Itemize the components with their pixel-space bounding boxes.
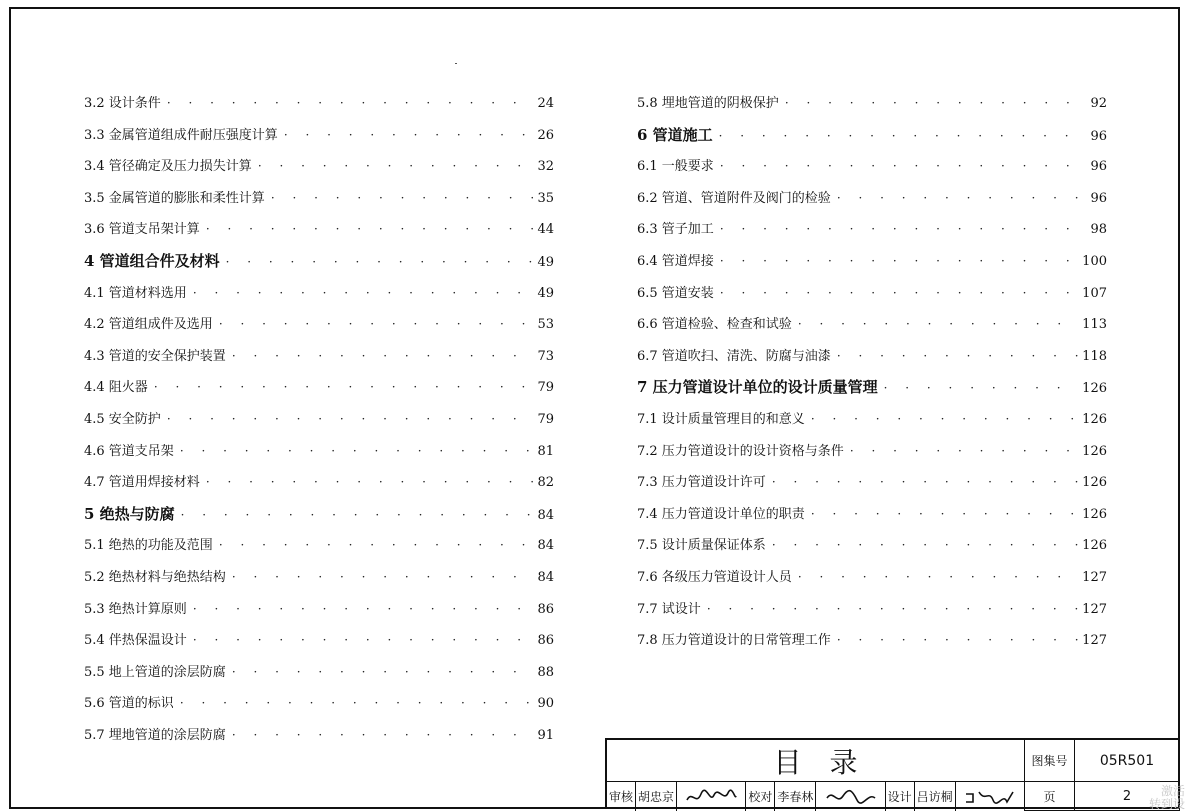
toc-entry-page: 127 bbox=[1082, 633, 1107, 649]
toc-entry-page: 82 bbox=[537, 475, 554, 491]
toc-dot-leader bbox=[785, 96, 1087, 110]
toc-dot-leader bbox=[167, 412, 534, 426]
design-label: 设计 bbox=[886, 782, 915, 811]
toc-entry-page: 91 bbox=[537, 727, 554, 743]
toc-entry bbox=[84, 124, 554, 156]
toc-entry-page: 86 bbox=[537, 633, 554, 649]
toc-entry-page: 84 bbox=[537, 569, 554, 585]
toc-dot-leader bbox=[167, 96, 534, 110]
toc-dot-leader bbox=[837, 191, 1087, 205]
toc-entry-page: 32 bbox=[537, 159, 554, 175]
toc-dot-leader bbox=[707, 602, 1078, 616]
toc-dot-leader bbox=[232, 570, 534, 584]
toc-dot-leader bbox=[811, 507, 1078, 521]
toc-entry bbox=[637, 598, 1107, 630]
toc-entry-label: 6.5 管道安装 bbox=[637, 285, 714, 301]
toc-entry bbox=[84, 92, 554, 124]
toc-entry-page: 86 bbox=[537, 601, 554, 617]
toc-entry-label: 3.3 金属管道组成件耐压强度计算 bbox=[84, 127, 278, 143]
toc-entry bbox=[637, 629, 1107, 661]
toc-entry-label: 5 绝热与防腐 bbox=[84, 504, 175, 523]
title-block bbox=[605, 738, 1180, 809]
toc-entry bbox=[84, 661, 554, 693]
toc-entry-label: 5.2 绝热材料与绝热结构 bbox=[84, 569, 226, 585]
toc-dot-leader bbox=[219, 317, 534, 331]
toc-entry bbox=[84, 408, 554, 440]
designer-signature bbox=[956, 782, 1024, 811]
toc-entry-label: 7.1 设计质量管理目的和意义 bbox=[637, 411, 805, 427]
toc-dot-leader bbox=[720, 222, 1087, 236]
toc-dot-leader bbox=[206, 475, 534, 489]
toc-entry-page: 26 bbox=[537, 127, 554, 143]
atlas-number: 05R501 bbox=[1075, 740, 1180, 782]
toc-dot-leader bbox=[193, 633, 534, 647]
toc-entry-page: 126 bbox=[1082, 381, 1107, 397]
review-label: 审核 bbox=[607, 782, 636, 811]
toc-entry-page: 35 bbox=[537, 190, 554, 206]
toc-entry-label: 5.6 管道的标识 bbox=[84, 696, 174, 712]
toc-entry-page: 127 bbox=[1082, 601, 1107, 617]
toc-entry-page: 88 bbox=[537, 664, 554, 680]
checker-name: 李春林 bbox=[775, 782, 816, 811]
toc-entry bbox=[637, 503, 1107, 535]
toc-entry bbox=[637, 471, 1107, 503]
toc-entry-page: 96 bbox=[1090, 159, 1107, 175]
toc-dot-leader bbox=[232, 665, 534, 679]
toc-entry-label: 7.5 设计质量保证体系 bbox=[637, 538, 766, 554]
toc-entry-label: 4.6 管道支吊架 bbox=[84, 443, 174, 459]
toc-chapter-entry bbox=[637, 376, 1107, 408]
toc-entry bbox=[637, 155, 1107, 187]
toc-entry-label: 6.7 管道吹扫、清洗、防腐与油漆 bbox=[637, 348, 831, 364]
toc-dot-leader bbox=[850, 444, 1078, 458]
toc-dot-leader bbox=[154, 380, 534, 394]
toc-entry-label: 5.8 埋地管道的阴极保护 bbox=[637, 96, 779, 111]
toc-dot-leader bbox=[719, 129, 1087, 143]
toc-entry-page: 126 bbox=[1082, 443, 1107, 459]
toc-entry-label: 7.8 压力管道设计的日常管理工作 bbox=[637, 633, 831, 649]
toc-entry-page: 118 bbox=[1082, 348, 1107, 364]
toc-dot-leader bbox=[180, 444, 534, 458]
toc-entry bbox=[84, 534, 554, 566]
toc-entry-page: 79 bbox=[537, 380, 554, 396]
toc-entry-page: 79 bbox=[537, 411, 554, 427]
toc-entry bbox=[84, 440, 554, 472]
toc-entry-page: 96 bbox=[1090, 190, 1107, 206]
toc-entry-page: 126 bbox=[1082, 506, 1107, 522]
toc-entry-page: 92 bbox=[1090, 96, 1107, 111]
toc-entry bbox=[84, 155, 554, 187]
toc-entry-page: 49 bbox=[537, 254, 554, 270]
watermark-line-1: 激活 bbox=[1160, 784, 1185, 798]
toc-entry-label: 6 管道施工 bbox=[637, 125, 713, 144]
toc-entry-page: 107 bbox=[1082, 285, 1107, 301]
toc-entry-label: 5.1 绝热的功能及范围 bbox=[84, 538, 213, 554]
toc-entry bbox=[637, 566, 1107, 598]
toc-dot-leader bbox=[193, 602, 534, 616]
toc-entry-label: 6.6 管道检验、检查和试验 bbox=[637, 317, 792, 333]
toc-dot-leader bbox=[720, 254, 1078, 268]
toc-dot-leader bbox=[219, 538, 534, 552]
toc-entry-page: 100 bbox=[1082, 253, 1107, 269]
toc-entry bbox=[637, 345, 1107, 377]
toc-entry bbox=[84, 724, 554, 756]
toc-entry-label: 3.6 管道支吊架计算 bbox=[84, 222, 200, 238]
toc-entry-label: 4.4 阻火器 bbox=[84, 380, 148, 396]
toc-entry bbox=[84, 376, 554, 408]
toc-entry-page: 73 bbox=[537, 348, 554, 364]
toc-entry-label: 4.1 管道材料选用 bbox=[84, 285, 187, 301]
toc-entry-label: 3.5 金属管道的膨胀和柔性计算 bbox=[84, 190, 265, 206]
toc-entry bbox=[84, 313, 554, 345]
toc-entry-page: 127 bbox=[1082, 569, 1107, 585]
toc-entry-page: 126 bbox=[1082, 475, 1107, 491]
toc-dot-leader bbox=[720, 286, 1078, 300]
toc-entry-page: 96 bbox=[1090, 128, 1107, 144]
scan-speck bbox=[455, 63, 457, 64]
toc-entry-page: 98 bbox=[1090, 222, 1107, 238]
toc-dot-leader bbox=[811, 412, 1078, 426]
toc-entry bbox=[637, 218, 1107, 250]
watermark-line-2: 转到设 bbox=[1148, 797, 1185, 811]
toc-entry-label: 4.7 管道用焊接材料 bbox=[84, 475, 200, 491]
toc-entry-page: 84 bbox=[537, 507, 554, 523]
toc-entry-page: 24 bbox=[537, 96, 554, 111]
toc-entry bbox=[84, 471, 554, 503]
toc-chapter-entry bbox=[84, 503, 554, 535]
toc-entry-page: 126 bbox=[1082, 411, 1107, 427]
toc-entry-label: 4.3 管道的安全保护装置 bbox=[84, 348, 226, 364]
toc-dot-leader bbox=[180, 696, 534, 710]
toc-entry-label: 3.4 管径确定及压力损失计算 bbox=[84, 159, 252, 175]
toc-entry-label: 5.5 地上管道的涂层防腐 bbox=[84, 664, 226, 680]
reviewer-name: 胡忠京 bbox=[636, 782, 677, 811]
checker-signature bbox=[816, 782, 885, 811]
toc-entry bbox=[84, 187, 554, 219]
toc-entry bbox=[637, 440, 1107, 472]
activation-watermark bbox=[1149, 785, 1185, 811]
toc-dot-leader bbox=[798, 570, 1078, 584]
toc-dot-leader bbox=[284, 128, 534, 142]
document-title: 目录 bbox=[607, 740, 1025, 782]
toc-entry-label: 6.2 管道、管道附件及阀门的检验 bbox=[637, 190, 831, 206]
toc-entry-label: 6.3 管子加工 bbox=[637, 222, 714, 238]
toc-entry bbox=[84, 692, 554, 724]
toc-entry bbox=[637, 282, 1107, 314]
toc-dot-leader bbox=[226, 255, 534, 269]
toc-dot-leader bbox=[181, 508, 534, 522]
atlas-number-label: 图集号 bbox=[1025, 740, 1075, 782]
designer-name: 吕访桐 bbox=[915, 782, 956, 811]
toc-dot-leader bbox=[837, 633, 1078, 647]
toc-chapter-entry bbox=[84, 250, 554, 282]
toc-entry bbox=[637, 534, 1107, 566]
toc-entry-page: 113 bbox=[1082, 317, 1107, 333]
page-label: 页 bbox=[1025, 782, 1075, 811]
toc-dot-leader bbox=[193, 286, 534, 300]
toc-entry bbox=[84, 345, 554, 377]
toc-entry bbox=[637, 313, 1107, 345]
toc-entry-label: 4.2 管道组成件及选用 bbox=[84, 317, 213, 333]
toc-right-column bbox=[637, 92, 1107, 661]
check-label: 校对 bbox=[746, 782, 775, 811]
toc-entry-label: 5.3 绝热计算原则 bbox=[84, 601, 187, 617]
toc-entry bbox=[637, 408, 1107, 440]
toc-dot-leader bbox=[884, 381, 1079, 395]
toc-entry-label: 7.6 各级压力管道设计人员 bbox=[637, 569, 792, 585]
signature-row bbox=[607, 782, 1025, 811]
toc-entry-label: 6.1 一般要求 bbox=[637, 159, 714, 175]
toc-entry bbox=[84, 629, 554, 661]
toc-dot-leader bbox=[258, 159, 534, 173]
toc-dot-leader bbox=[271, 191, 534, 205]
toc-entry bbox=[637, 250, 1107, 282]
toc-entry-page: 90 bbox=[537, 696, 554, 712]
toc-entry-label: 7.4 压力管道设计单位的职责 bbox=[637, 506, 805, 522]
toc-chapter-entry bbox=[637, 124, 1107, 156]
toc-dot-leader bbox=[772, 475, 1078, 489]
toc-entry-page: 84 bbox=[537, 538, 554, 554]
toc-left-column bbox=[84, 92, 554, 755]
toc-entry-label: 7.2 压力管道设计的设计资格与条件 bbox=[637, 443, 844, 459]
toc-entry bbox=[84, 218, 554, 250]
toc-entry-label: 7.7 试设计 bbox=[637, 601, 701, 617]
toc-entry-label: 4 管道组合件及材料 bbox=[84, 251, 220, 270]
toc-entry-label: 6.4 管道焊接 bbox=[637, 253, 714, 269]
toc-entry-page: 44 bbox=[537, 222, 554, 238]
toc-entry bbox=[84, 282, 554, 314]
toc-entry-page: 49 bbox=[537, 285, 554, 301]
toc-entry-label: 3.2 设计条件 bbox=[84, 96, 161, 111]
toc-entry-label: 7.3 压力管道设计许可 bbox=[637, 475, 766, 491]
toc-entry-page: 126 bbox=[1082, 538, 1107, 554]
toc-dot-leader bbox=[772, 538, 1078, 552]
toc-dot-leader bbox=[232, 349, 534, 363]
toc-entry-page: 53 bbox=[537, 317, 554, 333]
page-number: 2 bbox=[1075, 782, 1180, 811]
toc-dot-leader bbox=[798, 317, 1078, 331]
toc-entry-label: 4.5 安全防护 bbox=[84, 411, 161, 427]
toc-entry-label: 7 压力管道设计单位的设计质量管理 bbox=[637, 378, 878, 397]
toc-entry bbox=[84, 566, 554, 598]
toc-entry-label: 5.7 埋地管道的涂层防腐 bbox=[84, 727, 226, 743]
reviewer-signature bbox=[677, 782, 746, 811]
toc-entry bbox=[637, 187, 1107, 219]
toc-dot-leader bbox=[837, 349, 1078, 363]
toc-dot-leader bbox=[720, 159, 1087, 173]
toc-entry bbox=[84, 598, 554, 630]
toc-entry-label: 5.4 伴热保温设计 bbox=[84, 633, 187, 649]
toc-entry bbox=[637, 92, 1107, 124]
toc-dot-leader bbox=[206, 222, 534, 236]
toc-entry-page: 81 bbox=[537, 443, 554, 459]
toc-dot-leader bbox=[232, 728, 534, 742]
